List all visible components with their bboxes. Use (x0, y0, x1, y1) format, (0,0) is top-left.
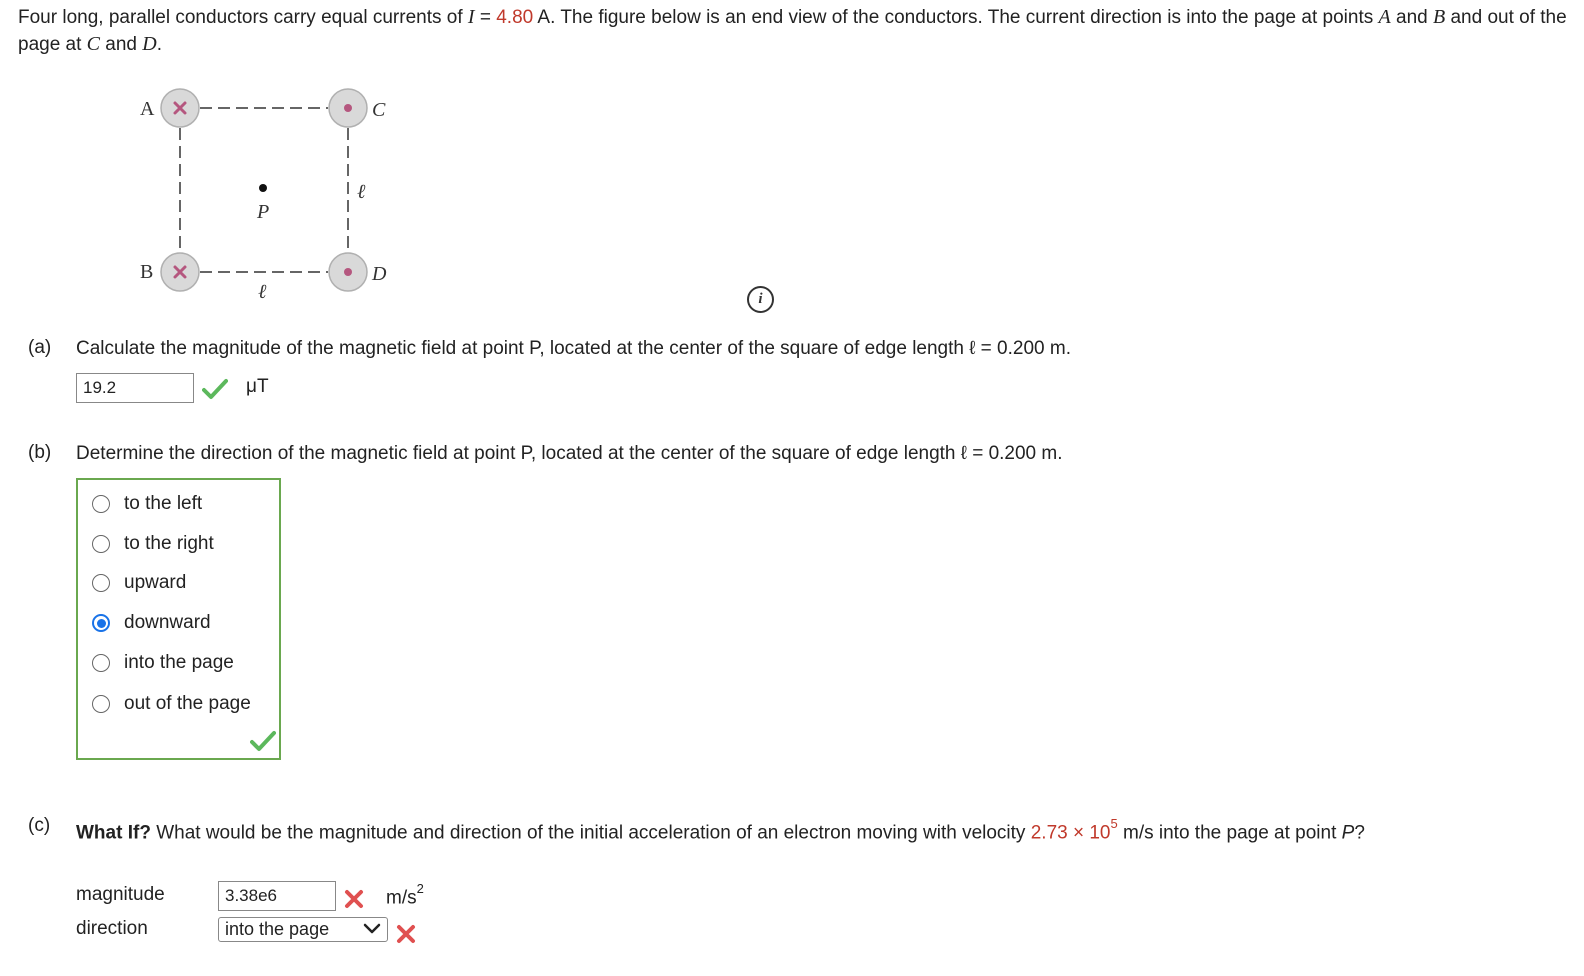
label-d: D (372, 263, 387, 285)
check-icon (250, 730, 276, 752)
magnitude-unit (386, 881, 424, 909)
magnitude-unit-base: m/s (386, 887, 417, 909)
intro-text: Four long, parallel conductors carry equal currents of (18, 7, 468, 28)
intro-eq: = (474, 7, 497, 28)
part-a-unit: μT (246, 376, 269, 397)
check-icon (202, 378, 228, 400)
option-downward[interactable] (92, 610, 211, 636)
point-d-ref: D (142, 33, 157, 55)
option-into-the-page[interactable] (92, 650, 234, 676)
wire-b (161, 253, 199, 291)
option-label: into the page (124, 652, 234, 673)
option-label: upward (124, 572, 187, 593)
direction-label: direction (76, 918, 148, 939)
part-c-label: (c) (28, 815, 51, 836)
intro-text-2: A. The figure below is an end view of the conductors. The current direction is into the page at points (533, 7, 1379, 28)
problem-intro (18, 4, 1568, 58)
wire-d (329, 253, 367, 291)
part-c-text-3: ? (1354, 822, 1365, 844)
label-a: A (140, 98, 155, 120)
radio-into-the-page[interactable] (92, 654, 110, 672)
magnitude-unit-exponent: 2 (416, 881, 424, 896)
part-b-question: Determine the direction of the magnetic field at point P, located at the center of the square of edge length ℓ = 0.200 m. (76, 443, 1063, 464)
part-c-text-1: What would be the magnitude and direction of the initial acceleration of an electron moving with velocity (150, 822, 1031, 844)
direction-selected-value: into the page (225, 919, 330, 939)
part-c-question (76, 814, 1556, 846)
wire-c (329, 89, 367, 127)
option-out-of-the-page[interactable] (92, 691, 251, 717)
conductor-figure (130, 80, 410, 320)
option-label: downward (124, 612, 211, 633)
velocity-mantissa: 2.73 (1030, 822, 1068, 844)
point-b-ref: B (1432, 6, 1446, 28)
intro-end: . (156, 34, 163, 55)
label-length-bottom: ℓ (258, 281, 267, 303)
radio-upward[interactable] (92, 574, 110, 592)
option-label: out of the page (124, 693, 251, 714)
intro-and-1: and (1390, 7, 1433, 28)
chevron-down-icon (363, 921, 381, 937)
option-upward[interactable] (92, 570, 186, 596)
direction-select[interactable] (218, 917, 388, 942)
intro-text-3: and out of the page at (18, 7, 1567, 55)
point-p-ref: P (1341, 822, 1355, 844)
part-b-choices (76, 478, 281, 760)
radio-out-of-the-page[interactable] (92, 695, 110, 713)
info-icon[interactable]: i (747, 286, 774, 313)
magnitude-input[interactable]: 3.38e6 (218, 881, 336, 911)
point-a-ref: A (1378, 6, 1391, 28)
point-c-ref: C (86, 33, 101, 55)
label-p: P (257, 201, 270, 223)
wire-a (161, 89, 199, 127)
magnitude-label: magnitude (76, 884, 165, 905)
label-length-right: ℓ (357, 181, 366, 203)
point-p-dot (259, 184, 267, 192)
radio-downward[interactable] (92, 614, 110, 632)
radio-to-the-left[interactable] (92, 495, 110, 513)
part-a-question: Calculate the magnitude of the magnetic field at point P, located at the center of the square of edge length ℓ = 0.200 m. (76, 338, 1071, 359)
what-if-label: What If? (76, 822, 151, 844)
intro-and-2: and (100, 34, 143, 55)
part-a-label: (a) (28, 337, 52, 358)
label-b: B (140, 261, 154, 283)
current-value: 4.80 (496, 7, 534, 28)
x-icon (343, 888, 365, 910)
part-a-answer-input[interactable]: 19.2 (76, 373, 194, 403)
velocity-times: × 10 (1067, 822, 1111, 844)
part-b-label: (b) (28, 442, 52, 463)
radio-to-the-right[interactable] (92, 535, 110, 553)
velocity-exponent: 5 (1110, 816, 1118, 831)
option-label: to the left (124, 493, 203, 514)
part-c-text-2: m/s into the page at point (1117, 822, 1342, 844)
option-to-the-left[interactable] (92, 491, 202, 517)
option-to-the-right[interactable] (92, 531, 214, 557)
x-icon (395, 923, 417, 945)
current-symbol: I (467, 6, 475, 28)
label-c: C (372, 99, 386, 121)
option-label: to the right (124, 533, 214, 554)
